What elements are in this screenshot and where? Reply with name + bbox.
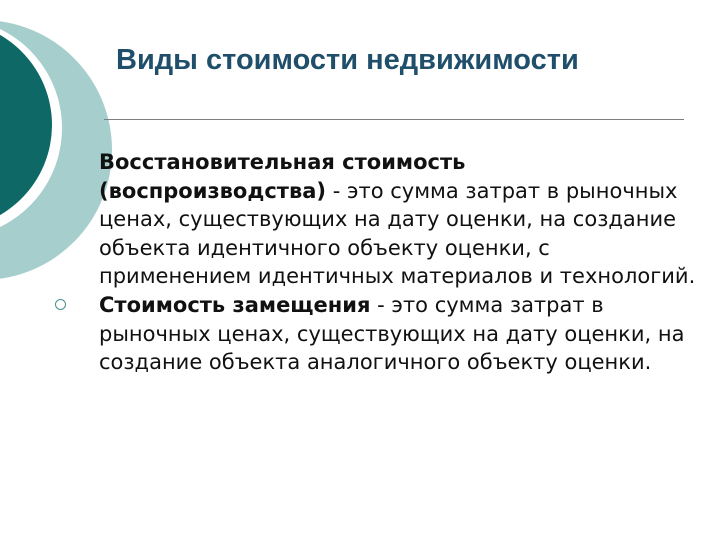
paragraph-restoration-cost bbox=[99, 148, 699, 291]
title-divider bbox=[104, 119, 684, 120]
definition-restoration-cost: - это сумма затрат в рыночных ценах, существующих на дату оценки, на создание объекта идентичного объекту оценки, с применением идентичных материалов и технологий. bbox=[99, 178, 696, 289]
definition-replacement-cost: - это сумма затрат в рыночных ценах, существующих на дату оценки, на создание объекта аналогичного объекту оценки. bbox=[99, 292, 685, 375]
term-replacement-cost: Стоимость замещения bbox=[99, 292, 371, 317]
paragraph-replacement-cost bbox=[99, 291, 699, 377]
hollow-circle-bullet-icon bbox=[55, 299, 66, 310]
term-restoration-cost: Восстановительная стоимость (воспроизводства) bbox=[99, 150, 466, 203]
slide-content bbox=[99, 148, 699, 377]
slide-title: Виды стоимости недвижимости bbox=[116, 44, 579, 76]
